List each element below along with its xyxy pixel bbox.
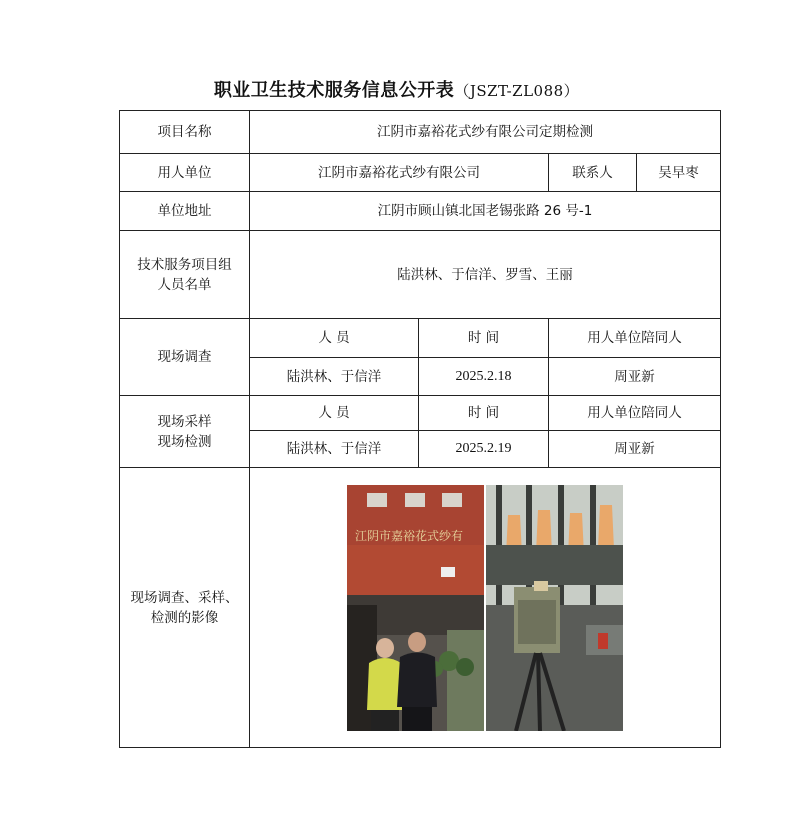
photo-sign: 江阴市嘉裕花式纱有: [355, 528, 464, 543]
team-label-line2: 人员名单: [157, 276, 212, 293]
row-sampling-header: [120, 396, 721, 431]
site-sampling-photo: [486, 485, 623, 731]
team-label-line1: 技术服务项目组: [137, 256, 232, 273]
contact-value: 吴早枣: [637, 154, 721, 192]
employer-label: 用人单位: [120, 154, 250, 192]
row-team: [120, 231, 721, 319]
employer-value: 江阴市嘉裕花式纱有限公司: [250, 154, 549, 192]
sampling-date: 2025.2.19: [419, 431, 549, 468]
project-label: 项目名称: [120, 111, 250, 154]
team-label: [120, 231, 250, 319]
info-table: [119, 110, 721, 748]
sampling-col-time: 时 间: [419, 396, 549, 431]
row-project: [120, 111, 721, 154]
sampling-label-line2: 现场检测: [157, 433, 212, 450]
sampling-label-line1: 现场采样: [157, 413, 212, 430]
row-images: [120, 468, 721, 748]
survey-personnel: 陆洪林、于信洋: [250, 358, 419, 396]
photo-strip: [254, 485, 716, 731]
page-title: [0, 76, 793, 102]
survey-col-time: 时 间: [419, 319, 549, 358]
row-employer: [120, 154, 721, 192]
survey-col-personnel: 人 员: [250, 319, 419, 358]
survey-label: 现场调查: [120, 319, 250, 396]
survey-date: 2025.2.18: [419, 358, 549, 396]
form-code: （JSZT-ZL088）: [454, 82, 580, 100]
sampling-escort: 周亚新: [549, 431, 721, 468]
images-cell: [250, 468, 721, 748]
images-label-line2: 检测的影像: [150, 609, 219, 626]
title-text: 职业卫生技术服务信息公开表: [213, 80, 455, 101]
sampling-col-personnel: 人 员: [250, 396, 419, 431]
row-survey-header: [120, 319, 721, 358]
contact-label: 联系人: [549, 154, 637, 192]
address-value: 江阴市顾山镇北国老锡张路 26 号-1: [250, 192, 721, 231]
images-label: [120, 468, 250, 748]
sampling-personnel: 陆洪林、于信洋: [250, 431, 419, 468]
address-label: 单位地址: [120, 192, 250, 231]
site-survey-photo: [347, 485, 484, 731]
survey-escort: 周亚新: [549, 358, 721, 396]
project-value: 江阴市嘉裕花式纱有限公司定期检测: [250, 111, 721, 154]
survey-col-escort: 用人单位陪同人: [549, 319, 721, 358]
images-label-line1: 现场调查、采样、: [130, 589, 239, 606]
row-address: [120, 192, 721, 231]
sampling-label: [120, 396, 250, 468]
team-value: 陆洪林、于信洋、罗雪、王丽: [250, 231, 721, 319]
sampling-col-escort: 用人单位陪同人: [549, 396, 721, 431]
